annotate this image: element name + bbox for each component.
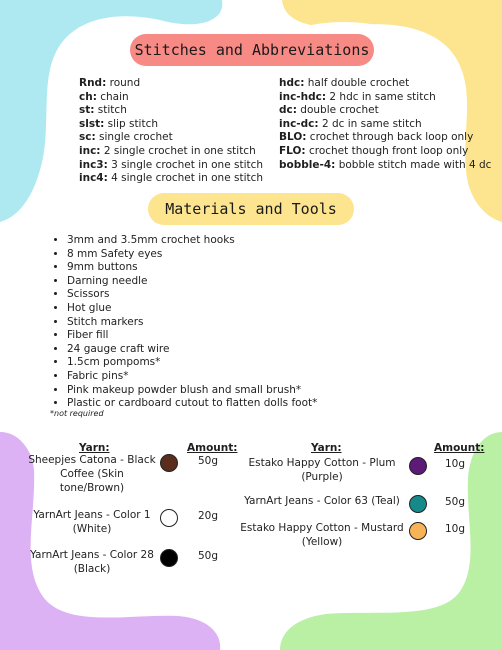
abbreviation-description: chain xyxy=(96,90,129,103)
abbreviation-description: slip stitch xyxy=(104,117,159,130)
yarn-header: Yarn: xyxy=(311,442,342,454)
materials-list-item: • Scissors xyxy=(67,288,487,302)
abbreviation-term: ch: xyxy=(79,90,97,103)
abbreviation-description: single crochet xyxy=(95,131,173,144)
yarn-name: YarnArt Jeans - Color 28 (Black) xyxy=(30,549,154,575)
abbreviation-term: sc: xyxy=(79,131,96,144)
materials-list-item: • Plastic or cardboard cutout to flatten dolls foot* xyxy=(67,397,487,411)
abbreviation-description: bobble stitch made with 4 dc xyxy=(335,158,492,171)
materials-list-item: • Hot glue xyxy=(67,302,487,316)
abbreviation-description: 4 single crochet in one stitch xyxy=(107,172,264,185)
materials-list-item: • Pink makeup powder blush and small brush* xyxy=(67,384,487,398)
abbreviation-item xyxy=(279,131,489,145)
yarn-color-swatch xyxy=(409,457,427,475)
materials-list-item: • Darning needle xyxy=(67,275,487,289)
materials-title: Materials and Tools xyxy=(148,193,354,225)
abbreviation-item xyxy=(79,172,274,186)
abbreviation-item xyxy=(79,159,274,173)
materials-list xyxy=(50,234,487,411)
abbreviation-description: crochet though front loop only xyxy=(305,144,469,157)
yarn-name: YarnArt Jeans - Color 1 (White) xyxy=(33,509,151,535)
abbreviations-right-column xyxy=(279,77,492,172)
materials-list-item: • Fiber fill xyxy=(67,329,487,343)
abbreviation-term: Rnd: xyxy=(79,77,107,89)
abbreviation-description: crochet through back loop only xyxy=(306,131,474,144)
abbreviation-term: slst: xyxy=(79,117,105,130)
abbreviation-term: inc-dc: xyxy=(279,117,319,130)
yarn-amount: 10g xyxy=(445,458,466,470)
yarn-amount: 50g xyxy=(445,496,466,508)
yarn-amount: 50g xyxy=(198,455,219,467)
materials-list-item: • Fabric pins* xyxy=(67,370,487,384)
abbreviation-term: inc4: xyxy=(79,172,108,185)
abbreviation-description: 2 single crochet in one stitch xyxy=(100,144,256,157)
abbreviation-description: stitch xyxy=(94,104,127,117)
abbreviation-item xyxy=(79,131,274,145)
abbreviation-item xyxy=(279,77,489,91)
stitches-title: Stitches and Abbreviations xyxy=(130,34,374,66)
abbreviation-item xyxy=(79,118,274,132)
abbreviation-term: hdc: xyxy=(279,77,305,89)
abbreviation-item xyxy=(279,145,489,159)
materials-list-item: • 3mm and 3.5mm crochet hooks xyxy=(67,234,487,248)
materials-list-item: • 8 mm Safety eyes xyxy=(67,248,487,262)
amount-header: Amount: xyxy=(187,442,238,454)
abbreviation-item xyxy=(279,91,489,105)
abbreviation-item xyxy=(279,118,489,132)
yarn-name: YarnArt Jeans - Color 63 (Teal) xyxy=(244,495,400,507)
yarn-amount: 10g xyxy=(445,523,466,535)
materials-list-item: • 9mm buttons xyxy=(67,261,487,275)
abbreviation-description: 3 single crochet in one stitch xyxy=(107,158,264,171)
yarn-name: Estako Happy Cotton - Mustard (Yellow) xyxy=(240,522,404,548)
abbreviation-item xyxy=(279,158,492,173)
abbreviation-term: FLO: xyxy=(279,144,306,157)
yarn-header: Yarn: xyxy=(79,442,110,454)
abbreviation-description: double crochet xyxy=(296,104,379,117)
abbreviation-term: dc: xyxy=(279,104,297,117)
abbreviation-description: 2 hdc in same stitch xyxy=(326,90,436,103)
yarn-color-swatch xyxy=(160,549,178,567)
abbreviation-term: BLO: xyxy=(279,131,307,144)
abbreviation-description: half double crochet xyxy=(304,77,410,89)
yarn-name: Sheepjes Catona - Black Coffee (Skin tone/Brown) xyxy=(28,454,156,494)
materials-note: *not required xyxy=(50,409,104,418)
abbreviations-left-column xyxy=(79,77,274,186)
abbreviation-description: round xyxy=(106,77,141,89)
materials-list-item: • 1.5cm pompoms* xyxy=(67,356,487,370)
materials-list-item: • 24 gauge craft wire xyxy=(67,343,487,357)
abbreviation-item xyxy=(79,104,274,118)
amount-header: Amount: xyxy=(434,442,485,454)
abbreviation-item xyxy=(79,145,274,159)
abbreviation-item xyxy=(79,77,274,91)
abbreviation-item xyxy=(79,91,274,105)
abbreviation-term: inc: xyxy=(79,144,101,157)
abbreviation-term: inc3: xyxy=(79,158,108,171)
yarn-color-swatch xyxy=(160,454,178,472)
yarn-amount: 20g xyxy=(198,510,219,522)
yarn-amount: 50g xyxy=(198,550,219,562)
yarn-color-swatch xyxy=(409,495,427,513)
abbreviation-term: inc-hdc: xyxy=(279,90,327,103)
materials-list-item: • Stitch markers xyxy=(67,316,487,330)
abbreviation-term: st: xyxy=(79,104,95,117)
yarn-color-swatch xyxy=(160,509,178,527)
abbreviation-item xyxy=(279,104,489,118)
yarn-name: Estako Happy Cotton - Plum (Purple) xyxy=(248,457,396,483)
abbreviation-term: bobble-4: xyxy=(279,158,336,171)
yarn-color-swatch xyxy=(409,522,427,540)
abbreviation-description: 2 dc in same stitch xyxy=(318,117,422,130)
